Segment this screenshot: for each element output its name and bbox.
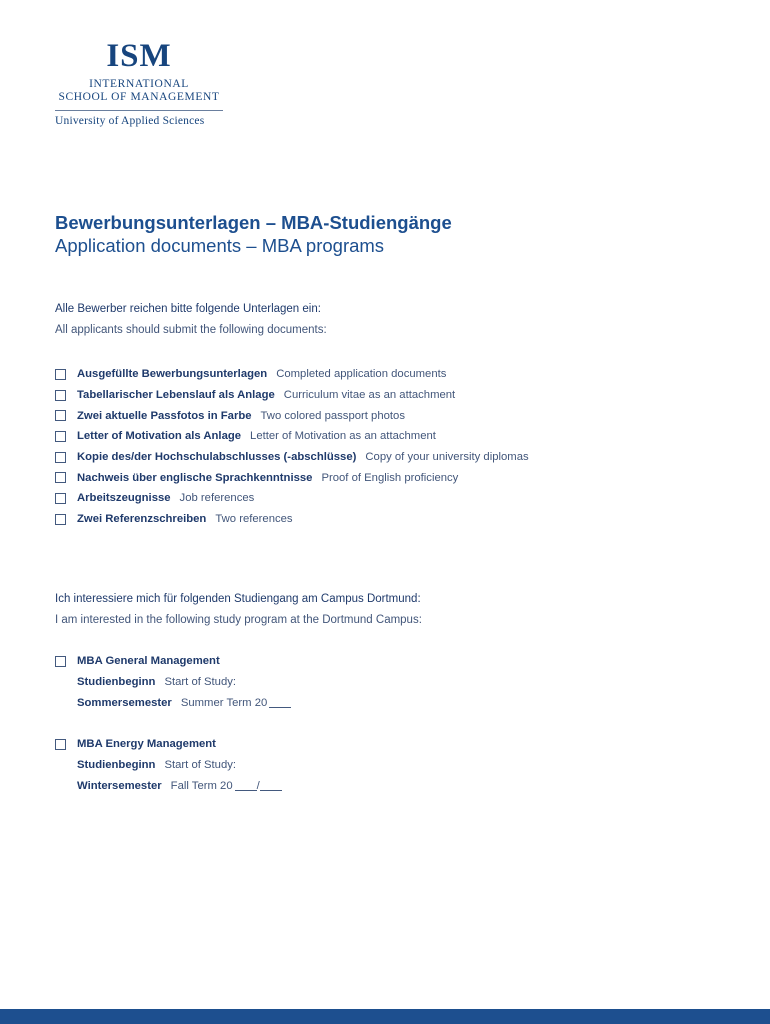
checkbox[interactable] xyxy=(55,390,66,401)
year-blank-field[interactable] xyxy=(269,697,291,708)
ism-logo xyxy=(55,40,223,127)
logo-mark: ISM xyxy=(106,38,172,74)
checklist-item xyxy=(55,405,529,426)
program-energy-management xyxy=(55,734,282,796)
term-label-english: Summer Term 20 xyxy=(180,696,268,709)
document-checklist xyxy=(55,364,529,530)
checkbox[interactable] xyxy=(55,514,66,525)
intro-german: Alle Bewerber reichen bitte folgende Unterlagen ein: xyxy=(55,303,321,315)
item-label-german: Zwei aktuelle Passfotos in Farbe xyxy=(77,409,252,422)
start-label-english: Start of Study: xyxy=(164,676,237,689)
checkbox[interactable] xyxy=(55,452,66,463)
checkbox[interactable] xyxy=(55,431,66,442)
interest-heading-german: Ich interessiere mich für folgenden Studiengang am Campus Dortmund: xyxy=(55,593,421,605)
item-label-english: Two colored passport photos xyxy=(260,409,405,422)
item-label-german: Nachweis über englische Sprachkenntnisse xyxy=(77,471,313,484)
item-label-german: Ausgefüllte Bewerbungsunterlagen xyxy=(77,368,268,381)
logo-subtitle: University of Applied Sciences xyxy=(55,115,205,127)
start-label-german: Studienbeginn xyxy=(77,676,156,689)
checkbox[interactable] xyxy=(55,739,66,750)
checklist-item xyxy=(55,509,529,530)
item-label-german: Tabellarischer Lebenslauf als Anlage xyxy=(77,389,275,402)
checklist-item xyxy=(55,467,529,488)
item-label-german: Zwei Referenzschreiben xyxy=(77,513,207,526)
year-blank-field[interactable] xyxy=(260,780,282,791)
logo-divider xyxy=(55,110,223,111)
term-label-german: Sommersemester xyxy=(77,696,172,709)
checklist-item xyxy=(55,447,529,468)
program-name: MBA General Management xyxy=(77,655,220,668)
item-label-english: Two references xyxy=(215,513,293,526)
item-label-english: Proof of English proficiency xyxy=(321,471,459,484)
item-label-english: Curriculum vitae as an attachment xyxy=(283,389,456,402)
logo-line-international: INTERNATIONAL xyxy=(89,78,189,90)
checklist-item xyxy=(55,488,529,509)
year-blank-field[interactable] xyxy=(235,780,257,791)
year-separator: / xyxy=(256,779,260,792)
item-label-german: Kopie des/der Hochschulabschlusses (-abschlüsse) xyxy=(77,451,357,464)
checkbox[interactable] xyxy=(55,656,66,667)
logo-line-school: SCHOOL OF MANAGEMENT xyxy=(58,91,220,103)
item-label-english: Copy of your university diplomas xyxy=(365,451,529,464)
checklist-item xyxy=(55,426,529,447)
start-label-english: Start of Study: xyxy=(164,759,237,772)
checkbox[interactable] xyxy=(55,369,66,380)
checklist-item xyxy=(55,364,529,385)
intro-english: All applicants should submit the following documents: xyxy=(55,324,327,336)
item-label-german: Letter of Motivation als Anlage xyxy=(77,430,242,443)
checkbox[interactable] xyxy=(55,493,66,504)
start-label-german: Studienbeginn xyxy=(77,759,156,772)
item-label-english: Completed application documents xyxy=(276,368,447,381)
program-general-management xyxy=(55,651,291,713)
item-label-english: Job references xyxy=(179,492,255,505)
term-label-english: Fall Term 20 xyxy=(170,779,233,792)
checklist-item xyxy=(55,385,529,406)
program-name: MBA Energy Management xyxy=(77,738,216,751)
item-label-german: Arbeitszeugnisse xyxy=(77,492,171,505)
term-label-german: Wintersemester xyxy=(77,779,162,792)
checkbox[interactable] xyxy=(55,472,66,483)
page-title-english: Application documents – MBA programs xyxy=(55,235,385,256)
footer-bar xyxy=(0,1009,770,1024)
page-title-german: Bewerbungsunterlagen – MBA-Studiengänge xyxy=(55,212,452,233)
checkbox[interactable] xyxy=(55,410,66,421)
item-label-english: Letter of Motivation as an attachment xyxy=(250,430,436,443)
interest-heading-english: I am interested in the following study program at the Dortmund Campus: xyxy=(55,614,422,626)
